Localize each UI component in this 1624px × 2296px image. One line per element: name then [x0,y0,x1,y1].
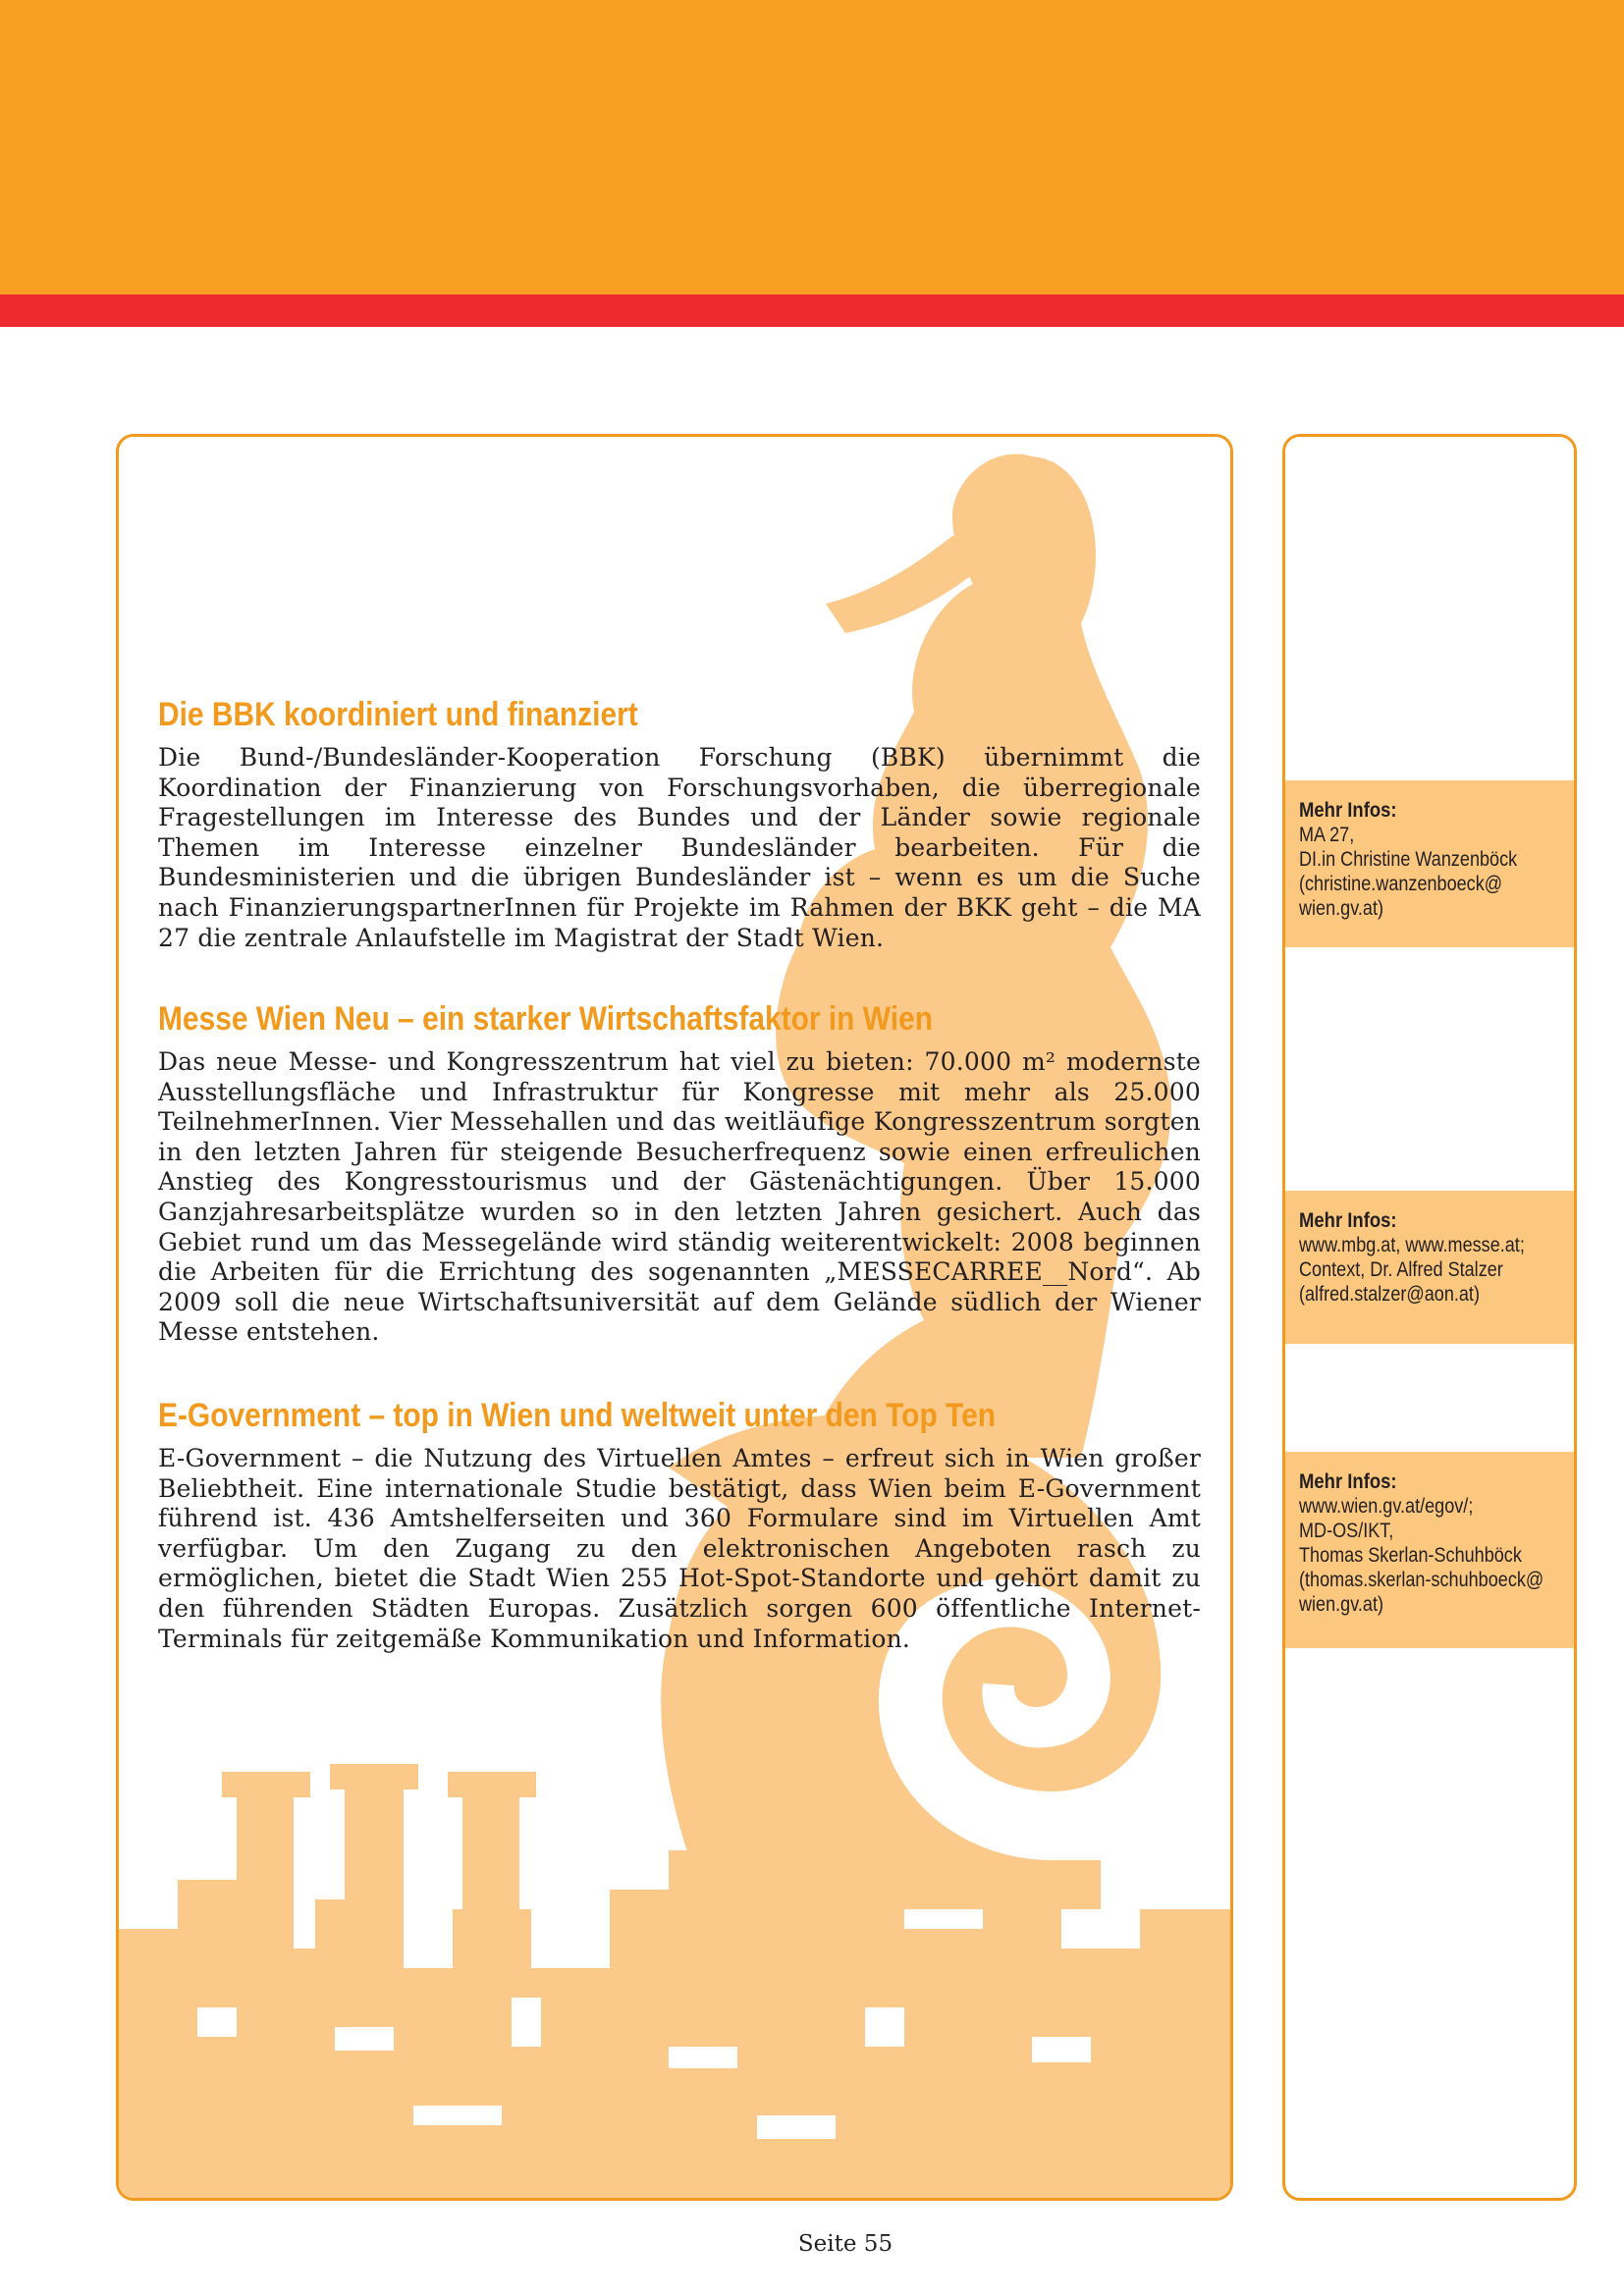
info-box-line: (alfred.stalzer@aon.at) [1299,1283,1480,1306]
section-bbk [158,694,1201,953]
header-orange-band [0,0,1624,294]
section-heading: Messe Wien Neu – ein starker Wirtschaftsfaktor in Wien [158,1000,933,1038]
sidebar-frame [1282,434,1577,2201]
info-box-title: Mehr Infos: [1299,1209,1397,1232]
section-body: E-Government – die Nutzung des Virtuellen Amtes – erfreut sich in Wien großer Beliebtheit. Eine internationale Studie bestätigt, dass Wien beim E-Government führend ist. 436 Amtshelferseiten und 360 Formulare sind im Virtuellen Amt verfügbar. Um den Zugang zu den elektronischen Angeboten rasch zu ermöglichen, bietet die Stadt Wien 255 Hot-Spot-Standorte und gehört damit zu den führenden Städten Europas. Zusätzlich sorgen 600 öffentliche Internet-Terminals für zeitgemäße Kommunikation und Information. [158,1444,1201,1653]
info-box-egovernment [1285,1452,1574,1648]
info-box-line: wien.gv.at) [1299,897,1383,920]
info-box-line: Context, Dr. Alfred Stalzer [1299,1258,1503,1281]
info-box-line: www.mbg.at, www.messe.at; [1299,1234,1525,1256]
info-box-line: (thomas.skerlan-schuhboeck@ [1299,1569,1544,1591]
info-box-messe [1285,1191,1574,1344]
info-box-line: www.wien.gv.at/egov/; [1299,1495,1474,1518]
info-box-line: MD-OS/IKT, [1299,1520,1394,1542]
info-box-line: wien.gv.at) [1299,1593,1383,1616]
info-box-title: Mehr Infos: [1299,1470,1397,1493]
info-box-line: (christine.wanzenboeck@ [1299,873,1503,895]
header-red-stripe [0,294,1624,327]
info-box-title: Mehr Infos: [1299,799,1397,822]
section-heading: Die BBK koordiniert und finanziert [158,696,638,733]
section-body: Die Bund-/Bundesländer-Kooperation Forschung (BBK) übernimmt die Koordination der Finanzierung von Forschungsvorhaben, die überregionale Fragestellungen im Interesse des Bundes und der Länder sowie regionale Themen im Interesse einzelner Bundesländer bearbeiten. Für die Bundesministerien und die übrigen Bundesländer ist – wenn es um die Suche nach FinanzierungspartnerInnen für Projekte im Rahmen der BKK geht – die MA 27 die zentrale Anlaufstelle im Magistrat der Stadt Wien. [158,743,1201,952]
info-box-line: Thomas Skerlan-Schuhböck [1299,1544,1522,1567]
info-box-line: DI.in Christine Wanzenböck [1299,848,1518,871]
info-box-bbk [1285,780,1574,947]
info-box-line: MA 27, [1299,824,1355,846]
page-number: Seite 55 [797,2231,893,2257]
section-heading: E-Government – top in Wien und weltweit unter den Top Ten [158,1397,997,1434]
section-egovernment [158,1395,1201,1654]
section-body: Das neue Messe- und Kongresszentrum hat viel zu bieten: 70.000 m² modernste Ausstellungsfläche und Infrastruktur für Kongresse mit mehr als 25.000 TeilnehmerInnen. Vier Messehallen und das weitläufige Kongresszentrum sorgten in den letzten Jahren für steigende Besucherfrequenz sowie einen erfreulichen Anstieg des Kongresstourismus und der Gästenächtigungen. Über 15.000 Ganzjahresarbeitsplätze wurden so in den letzten Jahren gesichert. Auch das Gebiet rund um das Messegelände wird ständig weiterentwickelt: 2008 beginnen die Arbeiten für die Errichtung des sogenannten „MESSECARREE__Nord“. Ab 2009 soll die neue Wirtschaftsuniversität auf dem Gelände südlich der Wiener Messe entstehen. [158,1047,1201,1347]
section-messe [158,998,1201,1348]
main-content-frame [116,434,1233,2201]
